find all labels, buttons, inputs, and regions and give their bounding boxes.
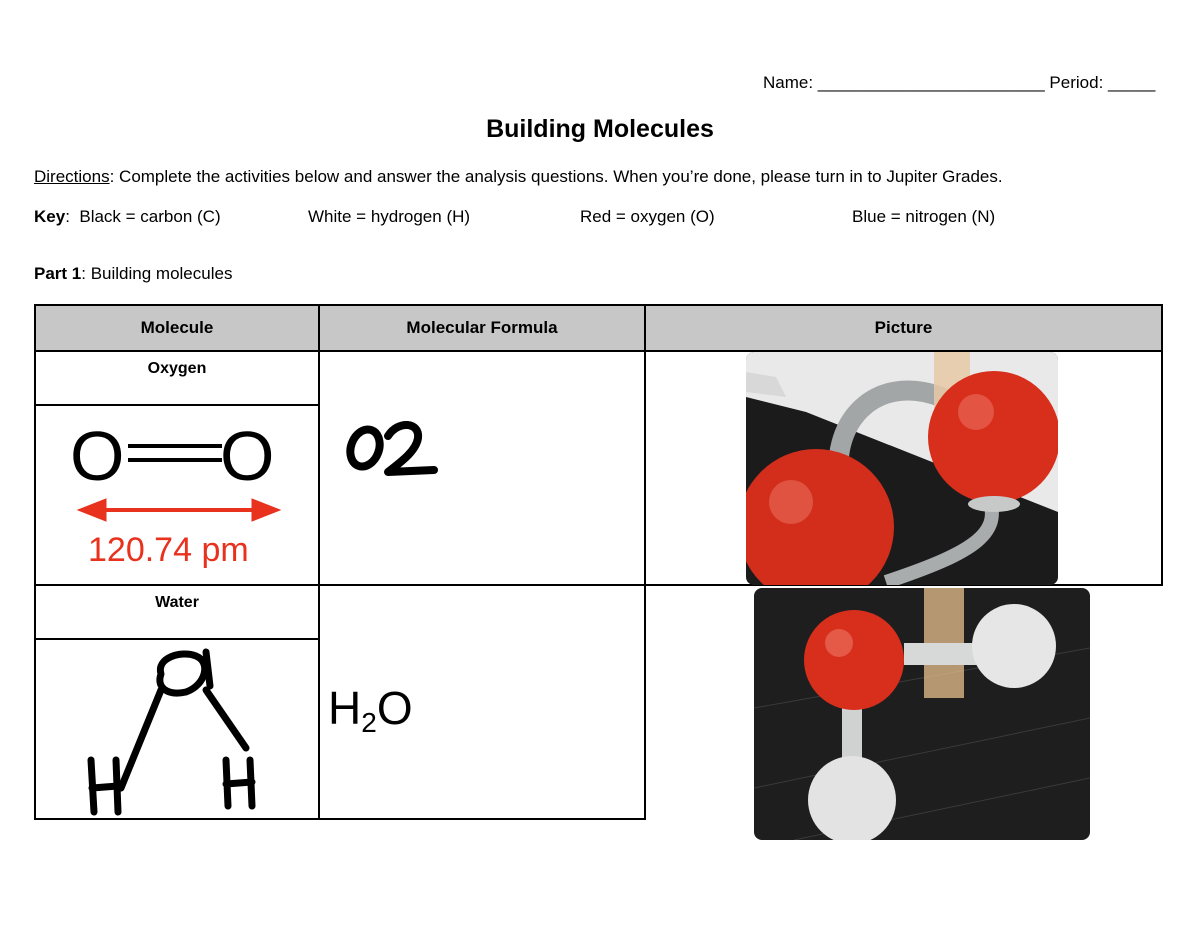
molecule-name-water: Water bbox=[35, 585, 319, 639]
part1-label: Part 1 bbox=[34, 264, 82, 283]
header-molecule: Molecule bbox=[35, 305, 319, 351]
directions-label: Directions bbox=[34, 167, 110, 186]
key-label: Key bbox=[34, 207, 66, 226]
key-item-oxygen: Red = oxygen (O) bbox=[580, 207, 715, 226]
part1-heading bbox=[34, 264, 232, 284]
name-period-line: Name: ________________________ Period: _____ bbox=[763, 73, 1156, 92]
directions bbox=[34, 167, 1003, 187]
oxygen-structure-cell bbox=[35, 405, 319, 585]
page-title: Building Molecules bbox=[486, 115, 714, 143]
formula-cell-oxygen bbox=[319, 351, 645, 585]
key-label-row: Key: Black = carbon (C) bbox=[34, 207, 221, 226]
atom-o-left: O bbox=[70, 417, 125, 495]
molecule-name-oxygen: Oxygen bbox=[35, 351, 319, 405]
header-picture: Picture bbox=[645, 305, 1162, 351]
formula-cell-water bbox=[319, 585, 645, 819]
water-structure-cell bbox=[35, 639, 319, 819]
picture-cell-oxygen bbox=[645, 351, 1162, 585]
bond-length-arrow bbox=[78, 499, 280, 521]
header-formula: Molecular Formula bbox=[319, 305, 645, 351]
table-header-row bbox=[35, 305, 1162, 351]
formula-h2o: $H_2O$ bbox=[328, 682, 413, 738]
table-row-oxygen bbox=[35, 351, 1162, 405]
water-model-photo bbox=[754, 588, 1090, 840]
directions-text: : Complete the activities below and answer the analysis questions. When you’re done, please turn in to Jupiter Grades. bbox=[109, 167, 1003, 186]
key-item-carbon: Black = carbon (C) bbox=[79, 207, 221, 226]
handwritten-formula-o2 bbox=[320, 352, 646, 584]
oxygen-double-bond-diagram bbox=[36, 406, 320, 584]
key-item-hydrogen: White = hydrogen (H) bbox=[308, 207, 471, 226]
oxygen-model-photo bbox=[746, 352, 1058, 585]
part1-text: : Building molecules bbox=[81, 264, 233, 283]
water-handwritten-diagram bbox=[36, 640, 320, 818]
key-item-nitrogen: Blue = nitrogen (N) bbox=[852, 207, 996, 226]
molecules-table bbox=[34, 304, 1163, 820]
atom-o-right: O bbox=[220, 417, 275, 495]
bond-length-label: 120.74 pm bbox=[88, 531, 249, 569]
